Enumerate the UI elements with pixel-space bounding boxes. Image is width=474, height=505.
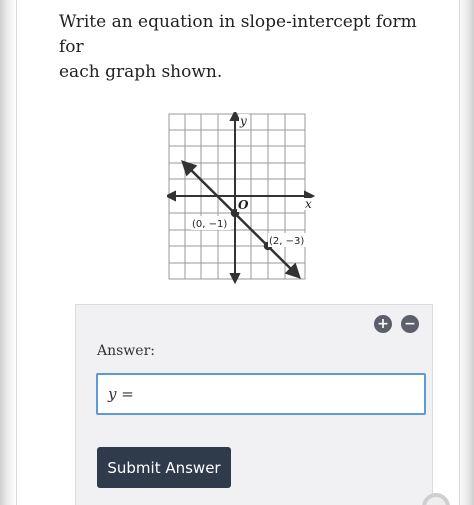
submit-answer-button[interactable]: Submit Answer [97, 447, 231, 488]
left-frame-shadow [0, 0, 16, 505]
plus-glyph: + [377, 316, 389, 332]
question-line-1: Write an equation in slope-intercept form for [59, 12, 417, 57]
question-text [59, 10, 419, 85]
point-label-2-neg3: (2, −3) [269, 236, 305, 247]
point-label-0-neg1: (0, −1) [192, 219, 228, 230]
question-line-2: each graph shown. [59, 62, 223, 82]
answer-input[interactable] [96, 373, 426, 415]
answer-input-prefix: y = [108, 385, 134, 403]
right-frame-shadow [458, 0, 474, 505]
question-page [16, 0, 460, 505]
minus-glyph: − [404, 316, 416, 332]
x-axis-arrow-left [167, 192, 175, 200]
plus-circle-icon[interactable] [374, 315, 392, 333]
y-axis-arrow-up [231, 112, 239, 120]
minus-circle-icon[interactable] [401, 315, 419, 333]
answer-panel [75, 304, 433, 505]
coordinate-graph [167, 112, 317, 284]
graph-axes [167, 112, 313, 282]
origin-label: O [238, 198, 249, 212]
y-axis-label: y [240, 114, 247, 128]
y-axis-arrow-down [231, 274, 239, 282]
answer-label: Answer: [97, 343, 155, 359]
x-axis-label: x [305, 197, 312, 211]
